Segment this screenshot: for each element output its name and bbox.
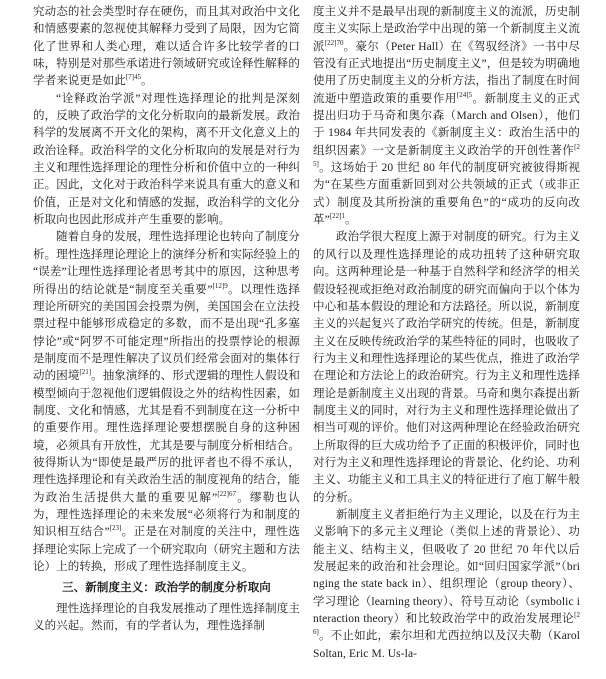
left-column [33,4,300,679]
citation-ref: [24]5 [456,90,473,99]
paragraph [313,507,580,663]
paragraph [33,91,300,230]
paragraph [33,229,300,576]
citation-ref: [25] [313,142,580,169]
text-run: “诠释政治学派”对理性选择理论的批判是深刻的，反映了政治学的文化分析取向的最新发展。政治科学的发展离不开文化的架构，离不开文化意义上的政治诠释。政治科学的文化分析取向的发展是对行为主义和理性选择理论的理性分析和价值中立的一种纠正。因此，文化对于政治科学来说具有重大的意义和价值，正是对文化和情感的发掘，政治科学的文化分析取向也因此形成并产生重要的影响。 [33,92,300,227]
text-run: 。不止如此，索尔坦和尤西拉纳以及汉夫勒（Karol Soltan, Eric M. Us-la- [313,630,580,660]
citation-ref: [22]67 [217,489,237,498]
citation-ref: [21] [79,368,92,377]
section-heading [33,580,300,597]
paragraph [33,4,300,91]
citation-ref: [12]9 [212,281,228,290]
text-run: 。缪勒也认为，理性选择理论的未来发展“必须将行为和制度的知识相互结合” [33,491,300,539]
paragraph [313,229,580,507]
text-run: 。新制度主义的正式提出归功于马奇和奥尔森（March and Olsen），他们于 1984 年共同发表的《新制度主义：政治生活中的组织因素》一文是新制度主义政治学的开创性著作 [313,92,580,157]
citation-ref: [22]1 [329,212,345,221]
text-run: 随着自身的发展，理性选择理论也转向了制度分析。理性选择理论理论上的演绎分析和实际经验上的“误差”让理性选择理论者思考其中的原因，这种思考所得出的结论就是“制度至关重要” [33,231,300,296]
paragraph [33,601,300,636]
text-run: 。这场始于 20 世纪 80 年代的制度研究被彼得斯视为“在某些方面重新回到对公共领域的正式（或非正式）制度及其所扮演的重要角色”的“成功的反向改革” [313,162,580,227]
paragraph [313,4,580,229]
text-run: 。抽象演绎的、形式逻辑的理性人假设和模型倾向于忽视他们逻辑假设之外的结构性因素，如制度、文化和情感，尤其是看不到制度在这一分析中的重要作用。理性选择理论要想摆脱自身的这种困境，必须具有开放性，尤其是要与制度分析相结合。彼得斯认为“即使是最严厉的批评者也不得不承认，理性选择理论和有关政治生活的制度视角的结合，能为政治生活提供大量的重要见解” [33,370,300,504]
citation-ref: [7]45 [125,73,141,82]
citation-ref: [22]70 [324,38,344,47]
text-run: 。正是在对制度的关注中，理性选择理论实际上完成了一个研究取向（研究主题和方法论）上的转换，形成了理性选择制度主义。 [33,526,300,573]
citation-ref: [26] [313,611,580,637]
text-run: 理性选择理论的自我发展推动了理性选择制度主义的兴起。然而，有的学者认为，理性选择制 [33,602,300,633]
text-run: 三、新制度主义：政治学的制度分析取向 [62,582,271,595]
citation-ref: [23] [109,524,122,533]
text-run: 。豪尔（Peter Hall）在《驾驭经济》一书中尽管没有正式地提出“历史制度主义”，但是较为明确地使用了历史制度主义的分析方法，指出了制度在时间流逝中塑造政策的重要作用 [313,40,580,105]
text-run: 。 [140,75,153,88]
text-run: 新制度主义者拒绝行为主义理论，以及在行为主义影响下的多元主义理论（类似上述的背景论）、功能主义、结构主义，但吸收了 20 世纪 70 年代以后发展起来的政治和社会理论。如“回归国家学派”（bringing the state back in）、组织理论（group theory）、学习理论（learning theory）、符号互动论（symbolic interaction theory）和比较政治学中的政治发展理论 [313,508,580,626]
text-run: 究动态的社会类型时存在硬伤，而且其对政治中文化和情感要素的忽视使其解释力受到了局限，因为它简化了世界和人类心理，难以适合许多比较学者的口味，特别是对那些承诺进行领域研究或诠释性解释的学者来说更是如此 [33,6,300,88]
text-run: 度主义并不是最早出现的新制度主义的流派，历史制度主义实际上是政治学中出现的第一个新制度主义流派 [313,6,580,53]
text-run: 政治学很大程度上源于对制度的研究。行为主义的风行以及理性选择理论的成功扭转了这种研究取向。这两种理论是一种基于自然科学和经济学的相关假设轻视或拒绝对政治制度的研究而偏向于以个体为中心和基本假设的理论和方法路径。所以说，新制度主义的兴起复兴了政治学研究的传统。但是，新制度主义在反映传统政治学的某些特征的同时，也吸收了行为主义和理性选择理论的某些优点，推进了政治学在理论和方法论上的政治研究。行为主义和理性选择理论是新制度主义出现的背景。马奇和奥尔森提出新制度主义的同时，对行为主义和理性选择理论做出了相当可观的评价。他们对这两种理论在经验政治研究上所取得的巨大成功给予了正面的积极评价，同时也对行为主义和理性选择理论的背景论、化约论、功利主义、功能主义和工具主义的特征进行了庖丁解牛般的分析。 [313,231,580,504]
text-run: 。以理性选择理论所研究的美国国会投票为例，美国国会在立法投票过程中能够形成稳定的多数，而不是出现“孔多塞悖论”或“阿罗不可能定理”所指出的投票悖论的根源是制度而不是理性解决了议员们经常会面对的集体行动的困境 [33,283,300,383]
right-column [313,4,580,679]
text-run: 。 [344,214,357,227]
